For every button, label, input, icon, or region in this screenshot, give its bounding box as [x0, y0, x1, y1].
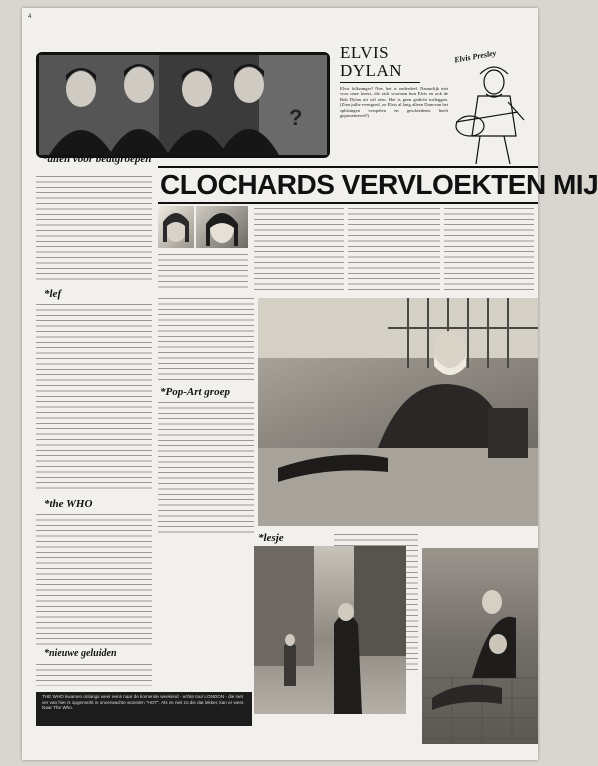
band-members-illustration [39, 55, 327, 155]
clochards-sitting-photo [422, 548, 538, 744]
headline: CLOCHARDS VERVLOEKTEN MIJ [160, 169, 598, 200]
band-photo [36, 52, 330, 158]
face-photo-right [196, 206, 248, 248]
dylan-title: DYLAN [340, 61, 402, 80]
heading-the-who: *the WHO [44, 498, 93, 510]
page-number: 4 [28, 14, 32, 20]
heading-lef: *lef [44, 288, 62, 300]
magazine-page [22, 8, 598, 760]
sketch-label: Elvis Presley [453, 48, 497, 65]
heading-pop-art: *Pop-Art groep [160, 386, 230, 398]
clochard-photo [258, 298, 538, 526]
street-photo [254, 546, 406, 714]
face-photo-left [158, 206, 194, 248]
column-text-3 [36, 512, 152, 646]
column-text-1 [36, 174, 152, 284]
column-text-4 [36, 662, 152, 686]
column-text-5 [158, 252, 248, 292]
column-text-6 [158, 296, 254, 384]
column-text-9 [348, 206, 440, 292]
heading-beatgroepen: *allen voor beatgroepen [42, 153, 152, 165]
svg-text:?: ? [289, 105, 303, 130]
title-rule [340, 82, 420, 83]
bottom-caption: THE WHO kwamen onlangs weer eens naar de komende weekend - echte tour LONDON - die niet ver van hier is opgemerkt in onverwachte woorden "HOT". Als ze niet zo die dat lekker, kan er weer. Naar The Who. [36, 692, 252, 726]
column-text-10 [444, 206, 534, 292]
heading-lesje: *lesje [258, 532, 284, 544]
headline-rule-top [158, 166, 538, 168]
headline-rule-bottom [158, 202, 538, 204]
elvis-intro-text: Elvis folkzanger? Nee, het is onderdeel. Natuurlijk niet voor onze lezers, die zich voortaan hun Elvis en ook de Bob Dylan uit wil zien. Het is geen gedicht toeleggen. (Zien jullie evengoed, zo Elvis al lang alleen Donovan het splitsingen verspelen en geschiedenis heeft gepresenteerd?) [340, 86, 448, 119]
column-text-7 [158, 400, 254, 534]
elvis-title: ELVIS [340, 43, 390, 62]
column-text-2 [36, 302, 152, 492]
column-text-8 [254, 206, 344, 292]
elvis-sketch [450, 62, 532, 166]
heading-nieuwe-geluiden: *nieuwe geluiden [44, 648, 117, 659]
